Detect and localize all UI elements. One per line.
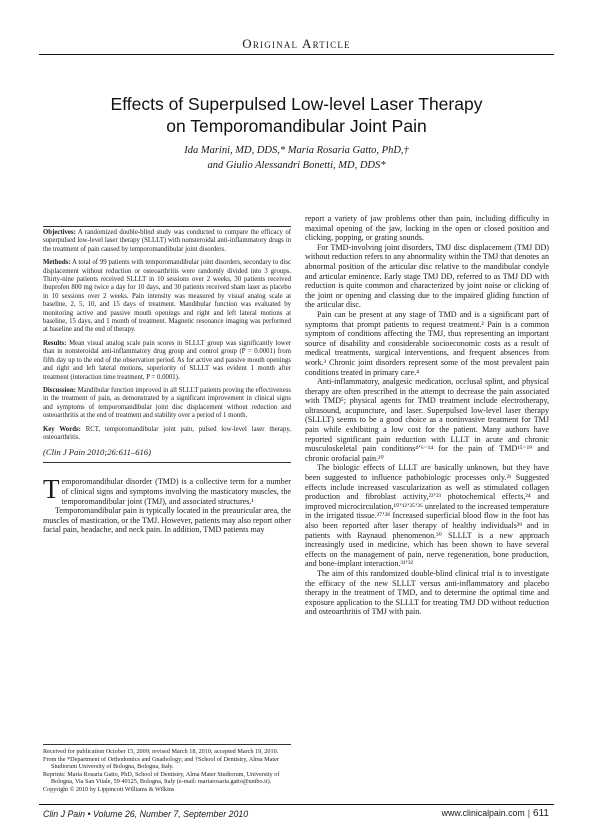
keywords-label: Key Words: <box>43 425 81 433</box>
title-line-1: Effects of Superpulsed Low-level Laser Therapy <box>110 94 483 114</box>
abstract-results <box>43 340 291 382</box>
abstract-discussion <box>43 387 291 421</box>
footnote-received: Received for publication October 15, 2009; revised March 18, 2010; accepted March 19, 2010. <box>43 748 279 755</box>
page-number: 611 <box>533 808 549 819</box>
footer-rule <box>39 804 554 805</box>
page-footer <box>442 808 549 819</box>
footnote-reprints: Reprints: Maria Rosaria Gatto, PhD, School of Dentistry, Alma Mater Studiorum, University of Bologna, Via San Vitale, 59 40125, Bologna, Italy (e-mail: mariarosaria.gatto@unibo.it). <box>43 770 280 786</box>
results-text: Mean visual analog scale pain scores in SLLLT group was significantly lower than in nonsteroidal anti-inflammatory drug group and control group (P = 0.0001) from fifth day up to the end of the observation period. As for active and passive mouth openings and right and left lateral motions, superiority of SLLLT was evident 1 month after treatment (interaction time treatment, P = 0.0001). <box>43 339 291 381</box>
journal-citation: (Clin J Pain 2010;26:611–616) <box>43 447 151 458</box>
abstract-methods <box>43 259 291 335</box>
right-paragraph-6: The aim of this randomized double-blind clinical trial is to investigate the efficacy of the new SLLLT versus anti-inflammatory and placebo therapy in the treatment of TMD, and to determine the optimal time and exposure application to the SLLLT for treating TMJ DD without reduction and osteoarthritis of TMJ with pain. <box>305 568 549 617</box>
intro-paragraph-2: Temporomandibular pain is typically located in the preauricular area, the muscles of mastication, or the TMJ. However, patients may also report other facial pain, headache, and neck pain. In addition, TMD patients may <box>43 506 291 535</box>
left-column <box>43 226 291 535</box>
introduction-left <box>43 474 291 535</box>
intro-paragraph-1-text: emporomandibular disorder (TMD) is a collective term for a number of clinical signs and symptoms involving the masticatory muscles, the temporomandibular joint (TMJ), and associated structures.¹ <box>61 477 291 506</box>
article-title <box>50 93 543 137</box>
keywords-text: RCT, temporomandibular joint pain, pulsed low-level laser therapy, osteoarthritis. <box>43 425 291 441</box>
section-heading: Original Article <box>242 36 351 51</box>
article-footnotes <box>43 744 291 794</box>
right-paragraph-5: The biologic effects of LLLT are basically unknown, but they have been suggested to influence pathobiologic processes only.²¹ Suggested effects include increased vascularization as well as stimulated collagen production and fibroblast activity,²²ʼ²³ photochemical effects,²⁴ and improved microcirculation,¹⁰ʼ¹²ʼ²⁵ʼ²⁶ unrelated to the increased temperature in the irrigated tissue.²⁷ʼ²⁸ Increased superficial blood flow in the foot has also been reported after laser therapy of healthy individuals²⁹ and in patients with Raynaud phenomenon.³⁰ SLLLT is a new approach increasingly used in medicine, which has been shown to have several effects on the management of pain, nerve regeneration, bone production, and bone-implant interaction.³¹ʼ³² <box>305 463 549 569</box>
authors-line-1: Ida Marini, MD, DDS,* Maria Rosaria Gatto, PhD,† <box>184 145 409 156</box>
right-paragraph-1: report a variety of jaw problems other than pain, including difficulty in maximal opening of the jaw, locking in the open or closed position and clicking, popping, or grating sounds. <box>305 214 549 243</box>
title-line-2: on Temporomandibular Joint Pain <box>166 116 427 136</box>
author-list <box>60 143 533 173</box>
header-rule <box>39 54 554 55</box>
abstract <box>43 226 291 463</box>
right-column <box>305 214 549 617</box>
objectives-label: Objectives: <box>43 229 76 236</box>
journal-website: www.clinicalpain.com <box>441 808 525 818</box>
results-label: Results: <box>43 339 67 347</box>
right-paragraph-2: For TMD-involving joint disorders, TMJ disc displacement (TMJ DD) without reduction refers to any abnormality within the TMJ that denotes an abnormal position of the articular disc relative to the mandibular condyle and articular eminence. Early stage TMJ DD, referred to as TMJ DD with reduction is quite common and characterized by joint noise or clicking of the joint or opening and classing due to the impaired gliding function of the articular disc. <box>305 242 549 310</box>
discussion-label: Discussion: <box>43 386 76 394</box>
methods-label: Methods: <box>43 259 71 267</box>
intro-paragraph-1 <box>43 474 291 506</box>
journal-footer: Clin J Pain • Volume 26, Number 7, September 2010 <box>43 809 249 819</box>
abstract-objectives <box>43 229 291 254</box>
discussion-text: Mandibular function improved in all SLLLT patients proving the effectiveness in the treatment of pain, as demonstrated by a significant improvement in clinical signs and symptoms of temporomandibular joint disc displacement without reduction and osteoarthritis at the end of treatment and stability over a period of 1 month. <box>43 386 291 420</box>
drop-cap: T <box>43 474 60 505</box>
methods-text: A total of 99 patients with temporomandibular joint disorders, secondary to disc displacement without reduction or osteoarthritis were randomly divided into 3 groups. Thirty-nine patients received SLLLT in 10 sessions over 2 weeks, 30 patients received ibuprofen 800 mg twice a day for 10 days, and 30 patients received sham laser as placebo in 10 sessions over 2 weeks. Pain intensity was measured by visual analog scale at baseline, 2, 5, 10, and 15 days of treatment. Mandibular function was evaluated by monitoring active and passive mouth openings and right and left lateral motions at baseline, 15 days, and 1 month of treatment. Magnetic resonance imaging was performed at baseline and the end of therapy. <box>43 259 291 334</box>
footer-separator: | <box>527 808 531 818</box>
right-paragraph-4: Anti-inflammatory, analgesic medication, occlusal splint, and physical therapy are often prescribed in the attempt to decrease the pain associated with TMD⁵; physical agents for TMD treatment include electrotherapy, ultrasound, acupuncture, and laser. Superpulsed low-level laser therapy (SLLLT) seems to be a good choice as a noninvasive treatment for TMJ pain while exhibiting a low cost for the patient. Many authors have reported significant pain reduction with LLLT in acute and chronic musculoskeletal pain conditions⁴ʼ⁶⁻¹⁴ for the pain of TMD¹⁵⁻¹⁹ and chronic orofacial pain.²⁰ <box>305 377 549 463</box>
authors-line-2: and Giulio Alessandri Bonetti, MD, DDS* <box>207 160 386 171</box>
objectives-text: A randomized double-blind study was conducted to compare the efficacy of superpulsed low-level laser therapy (SLLLT) with nonsteroidal anti-inflammatory drugs in the treatment of pain caused by temporomandibular joint disorders. <box>43 229 292 253</box>
abstract-keywords <box>43 426 291 443</box>
footnote-copyright: Copyright © 2010 by Lippincott Williams & Wilkins <box>43 785 175 793</box>
footnote-affiliation: From the *Department of Orthodontics and Gnathology; and †School of Dentistry, Alma Mater Studiorum University of Bologna, Bologna, Italy. <box>43 755 279 771</box>
right-paragraph-3: Pain can be present at any stage of TMD and is a significant part of symptoms that prompt patients to request treatment.² Pain is a common symptom of conditions affecting the TMJ, thus representing an important source of disability and considerable socioeconomic costs as a result of medical treatments, surgical interventions, and frequent absences from work.³ Chronic joint disorders represent some of the most prevalent pain conditions treated in primary care.⁴ <box>305 309 549 377</box>
